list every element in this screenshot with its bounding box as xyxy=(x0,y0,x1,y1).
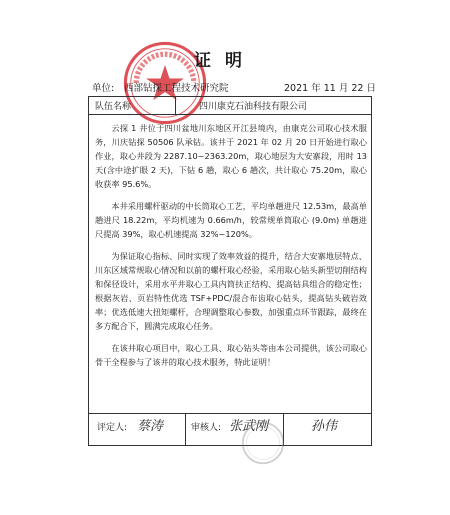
faded-seal-stamp xyxy=(240,420,286,466)
reviewer-signature: 蔡涛 xyxy=(137,419,164,434)
certificate-table xyxy=(88,96,372,446)
approver-label: 审核人: xyxy=(191,423,222,433)
body-paragraph-3: 为保证取心指标、同时实现了效率效益的提升，结合大安寨地层特点、川东区域常规取心情况和以前的螺杆取心经验，采用取心钻头新型切削结构和保径设计，采用水平井取心工具内筒扶正结构、提高钻具组合的稳定性；根据灰岩、页岩特性优选 TSF+PDC/混合布齿取心钻头，提高钻头破岩效率；优选低速大扭矩螺杆，合理调整取心参数，加强重点环节跟踪，最终在多方配合下，圆满完成取心任务。 xyxy=(95,251,367,331)
third-signature: 孙伟 xyxy=(311,419,338,434)
team-name-label: 队伍名称 xyxy=(95,102,132,112)
document-title: 证明 xyxy=(194,51,256,71)
unit-label: 单位: xyxy=(92,83,115,94)
footer-row-divider xyxy=(89,413,371,414)
approver-signature: 张武刚 xyxy=(229,419,269,434)
reviewer-label: 评定人: xyxy=(97,423,128,433)
header-column-divider xyxy=(175,97,176,114)
unit-value: 西部钻探工程技术研究院 xyxy=(124,83,229,94)
footer-divider-1 xyxy=(185,413,186,446)
document-date: 2021 年 11 月 22 日 xyxy=(284,83,376,94)
header-row-divider xyxy=(89,114,371,115)
body-paragraph-4: 在该井取心项目中，取心工具、取心钻头等由本公司提供，该公司取心骨干全程参与了该井的取心技术服务，特此证明！ xyxy=(95,343,367,367)
team-name-value: 四川康克石油科技有限公司 xyxy=(199,102,308,112)
body-paragraph-1: 云探 1 井位于四川盆地川东地区开江县境内，由康克公司取心技术服务，川庆钻探 50506 队承钻。该井于 2021 年 02 月 20 日开始进行取心作业，取心井段为 2287.10~2363.20m，取心地层为大安寨段，用时 13 天(含中途扩眼 2 天)，下钻 6 趟，取心 6 趟次，共计取心 75.20m，取心收获率 95.6%。 xyxy=(95,123,367,189)
body-paragraph-2: 本井采用螺杆驱动的中长筒取心工艺，平均单趟进尺 12.53m，最高单趟进尺 18.22m，平均机速为 0.66m/h，较常规单筒取心 (9.0m) 单趟进尺提高 39%，取心机速提高 32%~120%。 xyxy=(95,201,367,239)
certificate-body xyxy=(95,121,367,377)
